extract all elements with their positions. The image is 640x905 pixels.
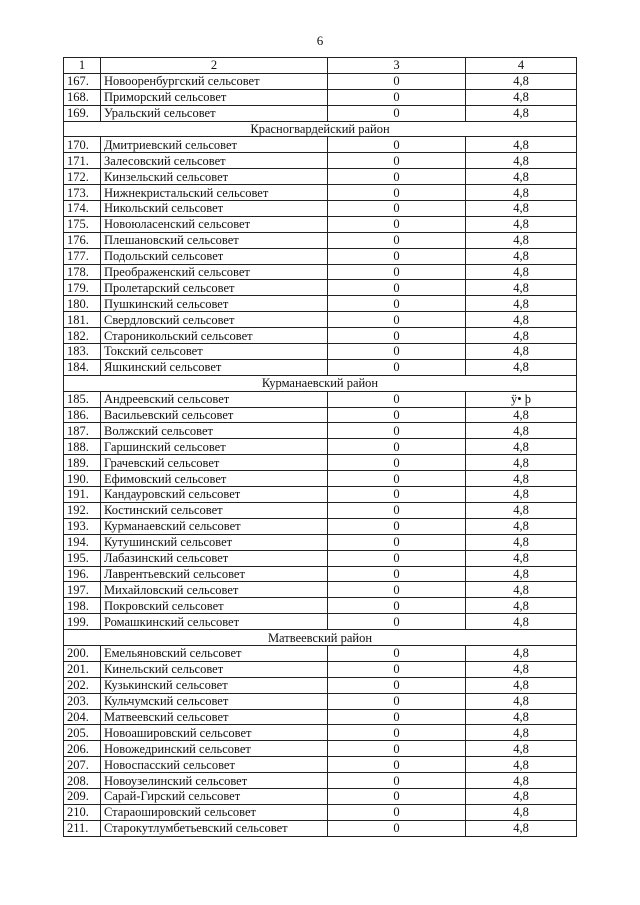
settlement-name: Андреевский сельсовет (101, 391, 328, 407)
value-col-4: 4,8 (466, 614, 577, 630)
row-number: 207. (64, 757, 101, 773)
value-col-3: 0 (328, 359, 466, 375)
table-row (64, 391, 577, 407)
value-col-3: 0 (328, 773, 466, 789)
value-col-4: 4,8 (466, 169, 577, 185)
settlement-name: Староникольский сельсовет (101, 328, 328, 344)
table-row (64, 487, 577, 503)
value-col-4: 4,8 (466, 677, 577, 693)
row-number: 172. (64, 169, 101, 185)
settlement-name: Кинзельский сельсовет (101, 169, 328, 185)
value-col-4: 4,8 (466, 439, 577, 455)
table-row (64, 185, 577, 201)
value-col-3: 0 (328, 502, 466, 518)
table-row (64, 709, 577, 725)
value-col-4: 4,8 (466, 73, 577, 89)
table-row (64, 566, 577, 582)
value-col-3: 0 (328, 534, 466, 550)
settlement-name: Новоашировский сельсовет (101, 725, 328, 741)
settlement-name: Залесовский сельсовет (101, 153, 328, 169)
value-col-4: 4,8 (466, 534, 577, 550)
value-col-4: 4,8 (466, 804, 577, 820)
value-col-3: 0 (328, 328, 466, 344)
value-col-4: 4,8 (466, 487, 577, 503)
row-number: 197. (64, 582, 101, 598)
row-number: 180. (64, 296, 101, 312)
row-number: 169. (64, 105, 101, 121)
table-row (64, 169, 577, 185)
value-col-4: 4,8 (466, 518, 577, 534)
table-row (64, 407, 577, 423)
row-number: 177. (64, 248, 101, 264)
table-row (64, 598, 577, 614)
value-col-3: 0 (328, 344, 466, 360)
value-col-3: 0 (328, 407, 466, 423)
table-row (64, 518, 577, 534)
table-row (64, 534, 577, 550)
row-number: 205. (64, 725, 101, 741)
settlement-name: Волжский сельсовет (101, 423, 328, 439)
row-number: 188. (64, 439, 101, 455)
settlement-name: Костинский сельсовет (101, 502, 328, 518)
row-number: 168. (64, 89, 101, 105)
header-cell-3: 3 (328, 58, 466, 74)
table-row (64, 89, 577, 105)
table-row (64, 248, 577, 264)
table-row (64, 153, 577, 169)
settlement-name: Грачевский сельсовет (101, 455, 328, 471)
value-col-3: 0 (328, 185, 466, 201)
settlement-name: Новоузелинский сельсовет (101, 773, 328, 789)
table-row (64, 645, 577, 661)
value-col-4: 4,8 (466, 407, 577, 423)
value-col-3: 0 (328, 423, 466, 439)
row-number: 178. (64, 264, 101, 280)
settlement-name: Стараошировский сельсовет (101, 804, 328, 820)
row-number: 210. (64, 804, 101, 820)
value-col-4: 4,8 (466, 153, 577, 169)
table-row (64, 741, 577, 757)
settlement-name: Кульчумский сельсовет (101, 693, 328, 709)
settlement-name: Уральский сельсовет (101, 105, 328, 121)
header-cell-4: 4 (466, 58, 577, 74)
row-number: 206. (64, 741, 101, 757)
value-col-4: 4,8 (466, 471, 577, 487)
settlement-name: Лабазинский сельсовет (101, 550, 328, 566)
settlement-name: Никольский сельсовет (101, 201, 328, 217)
value-col-3: 0 (328, 153, 466, 169)
value-col-3: 0 (328, 312, 466, 328)
table-row (64, 216, 577, 232)
value-col-3: 0 (328, 582, 466, 598)
row-number: 203. (64, 693, 101, 709)
value-col-4: 4,8 (466, 725, 577, 741)
row-number: 201. (64, 661, 101, 677)
value-col-3: 0 (328, 566, 466, 582)
district-title: Матвеевский район (64, 630, 577, 646)
value-col-3: 0 (328, 487, 466, 503)
value-col-3: 0 (328, 725, 466, 741)
value-col-4: 4,8 (466, 359, 577, 375)
row-number: 187. (64, 423, 101, 439)
row-number: 179. (64, 280, 101, 296)
value-col-3: 0 (328, 518, 466, 534)
table-row (64, 661, 577, 677)
row-number: 189. (64, 455, 101, 471)
settlement-name: Кузькинский сельсовет (101, 677, 328, 693)
table-row (64, 502, 577, 518)
settlement-name: Кинельский сельсовет (101, 661, 328, 677)
value-col-3: 0 (328, 550, 466, 566)
settlement-name: Лаврентьевский сельсовет (101, 566, 328, 582)
district-row (64, 121, 577, 137)
settlement-name: Новооренбургский сельсовет (101, 73, 328, 89)
table-header-row (64, 58, 577, 74)
settlement-name: Васильевский сельсовет (101, 407, 328, 423)
row-number: 182. (64, 328, 101, 344)
settlement-name: Новоспасский сельсовет (101, 757, 328, 773)
table-row (64, 725, 577, 741)
row-number: 199. (64, 614, 101, 630)
header-cell-2: 2 (101, 58, 328, 74)
row-number: 194. (64, 534, 101, 550)
table-row (64, 359, 577, 375)
table-row (64, 73, 577, 89)
row-number: 167. (64, 73, 101, 89)
district-title: Курманаевский район (64, 375, 577, 391)
value-col-4: 4,8 (466, 788, 577, 804)
value-col-3: 0 (328, 439, 466, 455)
settlement-name: Подольский сельсовет (101, 248, 328, 264)
value-col-3: 0 (328, 677, 466, 693)
row-number: 196. (64, 566, 101, 582)
value-col-3: 0 (328, 73, 466, 89)
value-col-4: 4,8 (466, 248, 577, 264)
table-row (64, 423, 577, 439)
row-number: 204. (64, 709, 101, 725)
row-number: 176. (64, 232, 101, 248)
row-number: 200. (64, 645, 101, 661)
value-col-3: 0 (328, 201, 466, 217)
row-number: 198. (64, 598, 101, 614)
value-col-3: 0 (328, 216, 466, 232)
value-col-4: 4,8 (466, 137, 577, 153)
value-col-4: ÿ• þ (466, 391, 577, 407)
value-col-4: 4,8 (466, 582, 577, 598)
value-col-4: 4,8 (466, 328, 577, 344)
row-number: 186. (64, 407, 101, 423)
settlement-name: Свердловский сельсовет (101, 312, 328, 328)
header-cell-1: 1 (64, 58, 101, 74)
row-number: 174. (64, 201, 101, 217)
settlement-name: Преображенский сельсовет (101, 264, 328, 280)
table-row (64, 296, 577, 312)
value-col-3: 0 (328, 264, 466, 280)
row-number: 184. (64, 359, 101, 375)
settlement-name: Гаршинский сельсовет (101, 439, 328, 455)
value-col-3: 0 (328, 169, 466, 185)
value-col-4: 4,8 (466, 709, 577, 725)
value-col-4: 4,8 (466, 773, 577, 789)
table-row (64, 312, 577, 328)
value-col-3: 0 (328, 248, 466, 264)
table-row (64, 328, 577, 344)
table-row (64, 344, 577, 360)
table-row (64, 280, 577, 296)
settlement-name: Пролетарский сельсовет (101, 280, 328, 296)
value-col-3: 0 (328, 820, 466, 836)
row-number: 202. (64, 677, 101, 693)
table-row (64, 757, 577, 773)
row-number: 190. (64, 471, 101, 487)
row-number: 191. (64, 487, 101, 503)
table-row (64, 137, 577, 153)
value-col-4: 4,8 (466, 312, 577, 328)
district-title: Красногвардейский район (64, 121, 577, 137)
settlement-name: Сарай-Гирский сельсовет (101, 788, 328, 804)
value-col-4: 4,8 (466, 693, 577, 709)
settlement-name: Старокутлумбетьевский сельсовет (101, 820, 328, 836)
value-col-4: 4,8 (466, 232, 577, 248)
table-row (64, 614, 577, 630)
settlement-name: Кутушинский сельсовет (101, 534, 328, 550)
table-row (64, 201, 577, 217)
settlement-name: Новоюласенский сельсовет (101, 216, 328, 232)
settlement-name: Кандауровский сельсовет (101, 487, 328, 503)
settlement-name: Ромашкинский сельсовет (101, 614, 328, 630)
value-col-4: 4,8 (466, 661, 577, 677)
value-col-3: 0 (328, 391, 466, 407)
settlement-name: Плешановский сельсовет (101, 232, 328, 248)
value-col-3: 0 (328, 455, 466, 471)
table-row (64, 773, 577, 789)
settlement-name: Ефимовский сельсовет (101, 471, 328, 487)
settlement-name: Яшкинский сельсовет (101, 359, 328, 375)
value-col-4: 4,8 (466, 741, 577, 757)
district-row (64, 630, 577, 646)
row-number: 181. (64, 312, 101, 328)
value-col-4: 4,8 (466, 216, 577, 232)
value-col-4: 4,8 (466, 757, 577, 773)
settlement-name: Матвеевский сельсовет (101, 709, 328, 725)
value-col-4: 4,8 (466, 201, 577, 217)
value-col-4: 4,8 (466, 566, 577, 582)
table-row (64, 550, 577, 566)
settlement-name: Дмитриевский сельсовет (101, 137, 328, 153)
row-number: 175. (64, 216, 101, 232)
row-number: 170. (64, 137, 101, 153)
value-col-4: 4,8 (466, 280, 577, 296)
value-col-4: 4,8 (466, 598, 577, 614)
district-row (64, 375, 577, 391)
value-col-4: 4,8 (466, 296, 577, 312)
value-col-3: 0 (328, 137, 466, 153)
row-number: 211. (64, 820, 101, 836)
value-col-3: 0 (328, 89, 466, 105)
row-number: 185. (64, 391, 101, 407)
row-number: 192. (64, 502, 101, 518)
settlement-name: Михайловский сельсовет (101, 582, 328, 598)
value-col-4: 4,8 (466, 550, 577, 566)
value-col-3: 0 (328, 280, 466, 296)
data-table (63, 57, 577, 837)
value-col-3: 0 (328, 788, 466, 804)
row-number: 183. (64, 344, 101, 360)
settlement-name: Пушкинский сельсовет (101, 296, 328, 312)
value-col-4: 4,8 (466, 89, 577, 105)
row-number: 195. (64, 550, 101, 566)
table-body (64, 58, 577, 837)
table-row (64, 820, 577, 836)
value-col-3: 0 (328, 709, 466, 725)
row-number: 173. (64, 185, 101, 201)
settlement-name: Новожедринский сельсовет (101, 741, 328, 757)
table-row (64, 439, 577, 455)
value-col-3: 0 (328, 661, 466, 677)
value-col-4: 4,8 (466, 344, 577, 360)
table-row (64, 232, 577, 248)
table-row (64, 582, 577, 598)
row-number: 193. (64, 518, 101, 534)
value-col-3: 0 (328, 757, 466, 773)
value-col-3: 0 (328, 804, 466, 820)
settlement-name: Нижнекристальский сельсовет (101, 185, 328, 201)
settlement-name: Приморский сельсовет (101, 89, 328, 105)
value-col-3: 0 (328, 471, 466, 487)
value-col-3: 0 (328, 232, 466, 248)
table-row (64, 693, 577, 709)
value-col-3: 0 (328, 741, 466, 757)
value-col-4: 4,8 (466, 502, 577, 518)
settlement-name: Курманаевский сельсовет (101, 518, 328, 534)
settlement-name: Покровский сельсовет (101, 598, 328, 614)
value-col-3: 0 (328, 598, 466, 614)
table-row (64, 804, 577, 820)
value-col-4: 4,8 (466, 185, 577, 201)
value-col-4: 4,8 (466, 105, 577, 121)
table-row (64, 105, 577, 121)
settlement-name: Емельяновский сельсовет (101, 645, 328, 661)
table-row (64, 677, 577, 693)
page-number: 6 (316, 33, 324, 48)
table-row (64, 788, 577, 804)
value-col-3: 0 (328, 645, 466, 661)
value-col-4: 4,8 (466, 645, 577, 661)
value-col-3: 0 (328, 296, 466, 312)
table-row (64, 471, 577, 487)
table-row (64, 455, 577, 471)
value-col-4: 4,8 (466, 820, 577, 836)
value-col-4: 4,8 (466, 455, 577, 471)
value-col-3: 0 (328, 614, 466, 630)
row-number: 209. (64, 788, 101, 804)
value-col-3: 0 (328, 105, 466, 121)
row-number: 208. (64, 773, 101, 789)
value-col-3: 0 (328, 693, 466, 709)
settlement-name: Токский сельсовет (101, 344, 328, 360)
value-col-4: 4,8 (466, 264, 577, 280)
row-number: 171. (64, 153, 101, 169)
value-col-4: 4,8 (466, 423, 577, 439)
table-row (64, 264, 577, 280)
